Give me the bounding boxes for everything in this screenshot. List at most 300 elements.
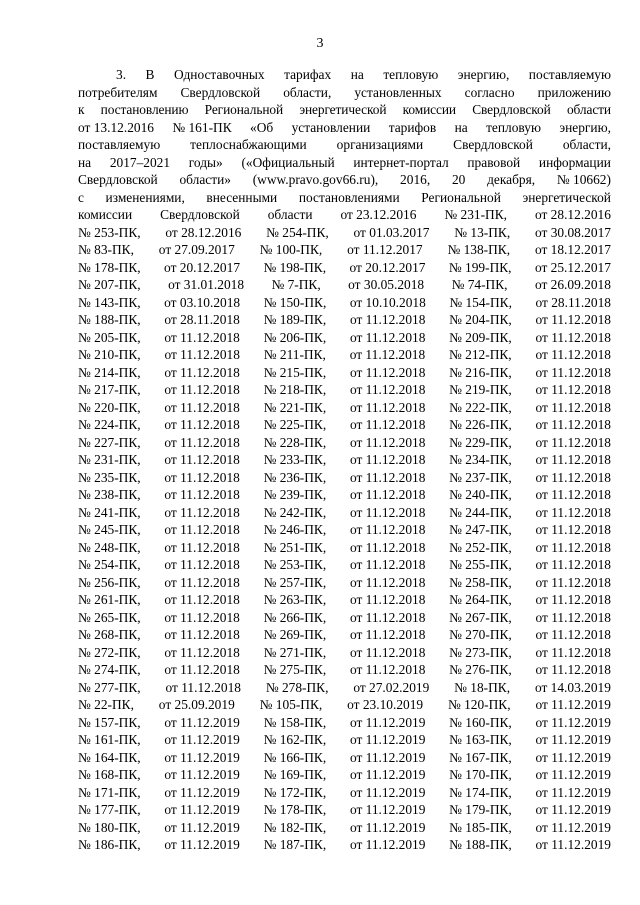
paragraph-word: № 182-ПК,: [263, 819, 327, 835]
paragraph-word: № 236-ПК,: [263, 469, 327, 485]
paragraph-word: от 11.12.2019: [535, 697, 611, 712]
paragraph-word: от 11.12.2018: [349, 399, 426, 415]
paragraph-word: от 27.09.2017: [158, 242, 235, 257]
paragraph-word: организациями: [336, 137, 424, 152]
paragraph-word: от 11.12.2018: [164, 364, 240, 380]
paragraph-word: от 11.12.2019: [164, 732, 240, 747]
paragraph-word: 2016,: [400, 172, 431, 187]
paragraph-word: от 11.12.2018: [535, 609, 611, 625]
paragraph-word: № 278-ПК,: [265, 679, 329, 695]
paragraph-word: от 11.12.2018: [349, 644, 426, 660]
paragraph-word: В: [145, 67, 155, 82]
paragraph-line: [78, 84, 611, 102]
paragraph-word: № 178-ПК,: [78, 259, 141, 275]
paragraph-word: № 277-ПК,: [78, 679, 141, 695]
paragraph-word: тарифах: [284, 67, 332, 82]
paragraph-word: № 157-ПК,: [78, 714, 141, 730]
paragraph-word: от 11.12.2018: [164, 522, 240, 537]
paragraph-word: № 105-ПК,: [259, 697, 323, 712]
paragraph-word: энергию,: [559, 119, 611, 135]
paragraph-line: [78, 836, 611, 854]
paragraph-word: № 143-ПК,: [78, 294, 141, 310]
paragraph-word: № 248-ПК,: [78, 539, 141, 555]
paragraph-line: [78, 136, 611, 154]
paragraph-word: № 224-ПК,: [78, 417, 141, 432]
paragraph-word: № 162-ПК,: [263, 732, 327, 747]
paragraph-word: от 11.12.2019: [349, 749, 426, 765]
paragraph-word: от 28.11.2018: [535, 294, 611, 310]
paragraph-word: № 253-ПК,: [78, 224, 141, 240]
paragraph-line: [78, 101, 611, 119]
paragraph-line: [78, 311, 611, 329]
paragraph-word: Одноставочных: [173, 67, 265, 82]
paragraph-line: [78, 679, 611, 697]
paragraph-word: от 11.12.2018: [349, 469, 426, 485]
paragraph-word: № 174-ПК,: [449, 784, 512, 800]
paragraph-word: № 198-ПК,: [263, 259, 327, 275]
paragraph-word: от 11.12.2018: [535, 329, 611, 345]
paragraph-line: [78, 661, 611, 679]
paragraph-word: от 11.12.2019: [349, 802, 426, 817]
paragraph-word: № 154-ПК,: [449, 294, 512, 310]
paragraph-word: от 25.12.2017: [534, 259, 611, 275]
paragraph-word: «Об: [250, 119, 274, 135]
paragraph-word: от 11.12.2018: [535, 522, 611, 537]
paragraph-word: от 11.12.2018: [535, 364, 611, 380]
paragraph-word: № 252-ПК,: [449, 539, 512, 555]
paragraph-word: от 23.12.2016: [340, 207, 417, 222]
paragraph-word: установлении: [291, 119, 371, 135]
paragraph-line: [78, 749, 611, 767]
paragraph-line: [78, 399, 611, 417]
paragraph-word: № 120-ПК,: [447, 697, 511, 712]
paragraph-word: № 187-ПК,: [263, 837, 327, 852]
paragraph-word: № 168-ПК,: [78, 767, 141, 782]
paragraph-word: от 26.09.2018: [534, 277, 611, 292]
paragraph-word: области»: [179, 172, 231, 187]
paragraph-word: от 11.12.2018: [535, 539, 611, 555]
paragraph-word: № 217-ПК,: [78, 382, 141, 397]
paragraph-word: от 11.12.2019: [535, 714, 611, 730]
paragraph-word: 2017–2021: [109, 154, 171, 170]
paragraph-line: [78, 171, 611, 189]
paragraph-word: № 263-ПК,: [263, 592, 327, 607]
paragraph-line: [78, 259, 611, 277]
paragraph-line: [78, 189, 611, 207]
paragraph-word: от 11.12.2019: [535, 819, 611, 835]
paragraph-word: от 11.12.2019: [349, 714, 426, 730]
paragraph-word: № 264-ПК,: [449, 592, 512, 607]
paragraph-word: № 237-ПК,: [449, 469, 512, 485]
paragraph-word: № 18-ПК,: [454, 679, 511, 695]
paragraph-word: от 11.12.2018: [535, 347, 611, 362]
paragraph-line: [78, 644, 611, 662]
paragraph-word: № 158-ПК,: [263, 714, 327, 730]
paragraph-word: на: [454, 119, 468, 135]
paragraph-word: от 11.12.2018: [349, 609, 426, 625]
paragraph-word: тарифов: [388, 119, 437, 135]
paragraph-line: [78, 539, 611, 557]
paragraph-word: Региональной: [204, 102, 284, 117]
paragraph-line: [78, 626, 611, 644]
paragraph-word: от 11.12.2018: [535, 592, 611, 607]
paragraph-word: № 231-ПК,: [444, 207, 508, 222]
paragraph-word: от 11.12.2019: [164, 714, 240, 730]
paragraph-word: тепловую: [383, 67, 439, 82]
paragraph-word: № 177-ПК,: [78, 802, 141, 817]
paragraph-word: № 209-ПК,: [449, 329, 512, 345]
paragraph-word: от 11.12.2018: [535, 399, 611, 415]
paragraph-word: № 138-ПК,: [447, 242, 511, 257]
paragraph-word: № 214-ПК,: [78, 364, 141, 380]
paragraph-word: энергию,: [457, 67, 510, 82]
paragraph-word: № 180-ПК,: [78, 819, 141, 835]
paragraph-word: № 185-ПК,: [449, 819, 512, 835]
paragraph-word: от 11.12.2018: [164, 592, 240, 607]
paragraph-word: № 273-ПК,: [449, 644, 512, 660]
paragraph-word: от 13.12.2016: [78, 119, 154, 135]
paragraph-word: № 239-ПК,: [263, 487, 327, 502]
paragraph-word: № 188-ПК,: [78, 312, 141, 327]
paragraph-word: № 245-ПК,: [78, 522, 141, 537]
paragraph-line: [78, 609, 611, 627]
paragraph-line: [78, 574, 611, 592]
paragraph-word: № 210-ПК,: [78, 347, 141, 362]
paragraph-line: [78, 521, 611, 539]
paragraph-word: установленных: [354, 84, 442, 100]
paragraph-word: № 261-ПК,: [78, 592, 141, 607]
paragraph-word: («Официальный: [241, 154, 335, 170]
paragraph-word: № 74-ПК,: [451, 277, 508, 292]
paragraph-word: Региональной: [421, 189, 501, 205]
paragraph-word: от 11.12.2018: [164, 469, 240, 485]
paragraph-word: № 226-ПК,: [449, 417, 512, 432]
paragraph-word: от 11.12.2019: [164, 767, 240, 782]
paragraph-word: области: [566, 102, 611, 117]
paragraph-word: 3.: [116, 67, 127, 82]
paragraph-word: от 11.12.2018: [535, 382, 611, 397]
paragraph-word: № 207-ПК,: [78, 277, 141, 292]
paragraph-word: № 255-ПК,: [449, 557, 512, 572]
paragraph-word: № 254-ПК,: [78, 557, 141, 572]
paragraph-line: [78, 504, 611, 522]
paragraph-word: № 251-ПК,: [263, 539, 327, 555]
paragraph-word: № 246-ПК,: [263, 522, 327, 537]
paragraph-word: № 221-ПК,: [263, 399, 327, 415]
document-paragraph: [78, 66, 611, 854]
paragraph-word: от 11.12.2018: [535, 662, 611, 677]
paragraph-word: потребителям: [78, 84, 158, 100]
paragraph-word: № 267-ПК,: [449, 609, 512, 625]
paragraph-word: от 11.12.2018: [164, 539, 240, 555]
paragraph-word: № 229-ПК,: [449, 434, 512, 450]
paragraph-word: № 22-ПК,: [78, 697, 134, 712]
paragraph-word: от 11.12.2018: [349, 487, 426, 502]
paragraph-word: от 11.12.2018: [535, 574, 611, 590]
paragraph-word: от 11.12.2019: [164, 784, 240, 800]
paragraph-word: от 23.10.2019: [347, 697, 424, 712]
paragraph-word: от 11.12.2018: [164, 644, 240, 660]
paragraph-word: от 11.12.2018: [535, 644, 611, 660]
paragraph-word: Свердловской: [160, 207, 240, 222]
paragraph-word: № 172-ПК,: [263, 784, 327, 800]
paragraph-word: № 205-ПК,: [78, 329, 141, 345]
paragraph-word: от 11.12.2019: [349, 784, 426, 800]
paragraph-word: № 234-ПК,: [449, 452, 512, 467]
paragraph-word: № 257-ПК,: [263, 574, 327, 590]
paragraph-word: от 11.12.2018: [349, 347, 426, 362]
paragraph-word: № 265-ПК,: [78, 609, 141, 625]
page-number: 3: [316, 36, 324, 51]
paragraph-word: от 11.12.2018: [349, 627, 426, 642]
paragraph-word: от 11.12.2018: [164, 417, 240, 432]
paragraph-word: приложению: [537, 84, 611, 100]
paragraph-word: с: [78, 189, 84, 205]
paragraph-line: [78, 801, 611, 819]
paragraph-line: [78, 294, 611, 312]
paragraph-word: от 11.12.2018: [349, 452, 426, 467]
paragraph-word: № 219-ПК,: [449, 382, 512, 397]
paragraph-word: № 218-ПК,: [263, 382, 327, 397]
paragraph-word: № 235-ПК,: [78, 469, 141, 485]
paragraph-word: от 25.09.2019: [158, 697, 235, 712]
paragraph-word: № 241-ПК,: [78, 504, 141, 520]
paragraph-word: № 150-ПК,: [263, 294, 327, 310]
paragraph-word: № 215-ПК,: [263, 364, 327, 380]
paragraph-word: Свердловской: [453, 137, 533, 152]
paragraph-word: № 220-ПК,: [78, 399, 141, 415]
paragraph-word: области: [267, 207, 313, 222]
paragraph-word: от 11.12.2018: [164, 329, 240, 345]
paragraph-word: № 211-ПК,: [263, 347, 326, 362]
paragraph-word: № 186-ПК,: [78, 837, 141, 852]
paragraph-word: поставляемую: [78, 137, 161, 152]
paragraph-word: от 11.12.2018: [535, 557, 611, 572]
paragraph-word: № 164-ПК,: [78, 749, 141, 765]
paragraph-word: от 30.08.2017: [534, 224, 611, 240]
paragraph-word: № 13-ПК,: [454, 224, 511, 240]
paragraph-word: № 83-ПК,: [78, 242, 134, 257]
paragraph-word: от 28.11.2018: [164, 312, 240, 327]
paragraph-word: № 188-ПК,: [449, 837, 512, 852]
paragraph-word: № 169-ПК,: [263, 767, 327, 782]
paragraph-word: № 276-ПК,: [449, 662, 512, 677]
paragraph-word: от 20.12.2017: [349, 259, 426, 275]
paragraph-word: внесенными: [206, 189, 278, 205]
paragraph-line: [78, 469, 611, 487]
paragraph-line: [78, 66, 611, 84]
paragraph-word: (www.pravo.gov66.ru),: [252, 172, 379, 187]
paragraph-word: от 11.12.2019: [164, 749, 240, 765]
paragraph-word: на: [78, 154, 92, 170]
paragraph-word: № 161-ПК: [172, 119, 232, 135]
paragraph-word: от 03.10.2018: [164, 294, 241, 310]
paragraph-line: [78, 696, 611, 714]
paragraph-line: [78, 556, 611, 574]
paragraph-word: постановлению: [100, 102, 189, 117]
paragraph-word: № 206-ПК,: [263, 329, 327, 345]
paragraph-word: № 222-ПК,: [449, 399, 512, 415]
paragraph-line: [78, 784, 611, 802]
paragraph-word: согласно: [464, 84, 515, 100]
paragraph-word: от 11.12.2018: [164, 434, 240, 450]
paragraph-word: № 238-ПК,: [78, 487, 141, 502]
paragraph-word: № 274-ПК,: [78, 662, 141, 677]
paragraph-word: от 11.12.2018: [535, 417, 611, 432]
paragraph-word: от 11.12.2018: [349, 574, 426, 590]
paragraph-line: [78, 434, 611, 452]
paragraph-word: № 171-ПК,: [78, 784, 141, 800]
paragraph-line: [78, 416, 611, 434]
paragraph-word: области,: [562, 137, 611, 152]
paragraph-line: [78, 119, 611, 137]
paragraph-line: [78, 224, 611, 242]
paragraph-word: № 225-ПК,: [263, 417, 327, 432]
paragraph-word: № 247-ПК,: [449, 522, 512, 537]
paragraph-word: от 11.12.2019: [535, 732, 611, 747]
paragraph-word: № 271-ПК,: [263, 644, 327, 660]
paragraph-word: правовой: [467, 154, 521, 170]
paragraph-word: от 11.12.2018: [164, 627, 240, 642]
paragraph-word: № 227-ПК,: [78, 434, 141, 450]
paragraph-word: от 01.03.2017: [353, 224, 430, 240]
paragraph-word: № 244-ПК,: [449, 504, 512, 520]
paragraph-word: № 212-ПК,: [449, 347, 512, 362]
paragraph-line: [78, 364, 611, 382]
paragraph-word: от 11.12.2019: [164, 802, 240, 817]
paragraph-word: № 160-ПК,: [449, 714, 512, 730]
paragraph-word: от 11.12.2019: [349, 767, 426, 782]
paragraph-word: от 27.02.2019: [353, 679, 430, 695]
paragraph-word: от 11.12.2018: [164, 557, 240, 572]
paragraph-word: 20: [451, 172, 466, 187]
paragraph-word: от 11.12.2018: [349, 329, 426, 345]
paragraph-line: [78, 766, 611, 784]
paragraph-word: от 11.12.2018: [535, 627, 611, 642]
paragraph-line: [78, 486, 611, 504]
paragraph-word: от 11.12.2018: [349, 417, 426, 432]
paragraph-word: энергетической: [299, 102, 387, 117]
paragraph-line: [78, 714, 611, 732]
paragraph-word: от 11.12.2018: [349, 522, 426, 537]
paragraph-word: от 11.12.2018: [535, 504, 611, 520]
paragraph-word: от 11.12.2018: [349, 662, 426, 677]
paragraph-word: № 228-ПК,: [263, 434, 327, 450]
paragraph-word: от 11.12.2018: [164, 452, 240, 467]
paragraph-word: от 14.03.2019: [534, 679, 611, 695]
paragraph-word: № 272-ПК,: [78, 644, 141, 660]
paragraph-word: от 11.12.2018: [349, 539, 426, 555]
paragraph-word: № 10662): [556, 172, 611, 187]
paragraph-word: от 11.12.2018: [164, 347, 240, 362]
paragraph-word: № 256-ПК,: [78, 574, 141, 590]
paragraph-word: от 11.12.2019: [164, 819, 240, 835]
paragraph-line: [78, 154, 611, 172]
paragraph-word: от 11.12.2018: [349, 382, 426, 397]
paragraph-word: № 231-ПК,: [78, 452, 141, 467]
paragraph-line: [78, 206, 611, 224]
paragraph-word: от 18.12.2017: [534, 242, 611, 257]
paragraph-word: от 11.12.2018: [349, 592, 426, 607]
paragraph-word: декабря,: [487, 172, 536, 187]
paragraph-word: от 28.12.2016: [534, 207, 611, 222]
paragraph-line: [78, 346, 611, 364]
paragraph-word: Свердловской: [472, 102, 551, 117]
paragraph-word: № 204-ПК,: [449, 312, 512, 327]
paragraph-word: от 11.12.2018: [349, 504, 426, 520]
paragraph-word: № 163-ПК,: [449, 732, 512, 747]
paragraph-word: от 11.12.2018: [349, 312, 426, 327]
paragraph-word: от 11.12.2019: [535, 784, 611, 800]
paragraph-word: от 10.10.2018: [349, 294, 426, 310]
paragraph-word: от 11.12.2018: [535, 312, 611, 327]
paragraph-word: от 11.12.2018: [349, 364, 426, 380]
paragraph-word: № 100-ПК,: [259, 242, 323, 257]
paragraph-word: от 11.12.2018: [164, 609, 240, 625]
paragraph-word: от 11.12.2019: [349, 837, 426, 852]
paragraph-word: от 11.12.2018: [349, 557, 426, 572]
paragraph-word: от 11.12.2019: [535, 767, 611, 782]
paragraph-word: от 11.12.2018: [349, 434, 426, 450]
paragraph-word: от 11.12.2018: [164, 574, 240, 590]
paragraph-word: № 270-ПК,: [449, 627, 512, 642]
paragraph-word: № 216-ПК,: [449, 364, 512, 380]
paragraph-word: Свердловской: [180, 84, 261, 100]
paragraph-word: годы»: [188, 154, 223, 170]
paragraph-line: [78, 276, 611, 294]
paragraph-word: от 11.12.2019: [535, 837, 611, 852]
paragraph-word: от 11.12.2019: [164, 837, 240, 852]
paragraph-word: изменениями,: [105, 189, 185, 205]
paragraph-word: № 275-ПК,: [263, 662, 327, 677]
paragraph-word: от 11.12.2018: [535, 434, 611, 450]
paragraph-word: № 166-ПК,: [263, 749, 327, 765]
paragraph-word: от 11.12.2019: [535, 749, 611, 765]
paragraph-word: от 11.12.2019: [349, 732, 426, 747]
paragraph-word: тепловую: [486, 119, 541, 135]
paragraph-line: [78, 819, 611, 837]
paragraph-word: от 11.12.2018: [164, 382, 240, 397]
paragraph-word: Свердловской: [78, 172, 158, 187]
paragraph-line: [78, 329, 611, 347]
paragraph-word: № 199-ПК,: [448, 259, 512, 275]
paragraph-word: № 179-ПК,: [449, 802, 512, 817]
paragraph-word: от 20.12.2017: [164, 259, 241, 275]
paragraph-word: № 269-ПК,: [263, 627, 327, 642]
paragraph-line: [78, 381, 611, 399]
paragraph-line: [78, 731, 611, 749]
paragraph-word: № 161-ПК,: [78, 732, 141, 747]
paragraph-word: от 11.12.2018: [535, 469, 611, 485]
paragraph-word: от 11.12.2018: [165, 679, 241, 695]
paragraph-word: № 7-ПК,: [271, 277, 321, 292]
paragraph-word: теплоснабжающими: [190, 137, 307, 152]
paragraph-word: от 11.12.2018: [164, 662, 240, 677]
paragraph-word: постановлениями: [298, 189, 400, 205]
paragraph-word: № 233-ПК,: [263, 452, 327, 467]
paragraph-word: энергетической: [522, 189, 611, 205]
paragraph-word: № 178-ПК,: [263, 802, 327, 817]
paragraph-word: от 11.12.2018: [535, 487, 611, 502]
paragraph-word: от 11.12.2018: [164, 399, 240, 415]
paragraph-word: от 30.05.2018: [348, 277, 425, 292]
paragraph-word: от 11.12.2017: [347, 242, 423, 257]
paragraph-line: [78, 451, 611, 469]
paragraph-word: № 242-ПК,: [263, 504, 327, 520]
paragraph-word: комиссии: [402, 102, 456, 117]
paragraph-word: № 240-ПК,: [449, 487, 512, 502]
paragraph-word: от 11.12.2018: [164, 487, 240, 502]
